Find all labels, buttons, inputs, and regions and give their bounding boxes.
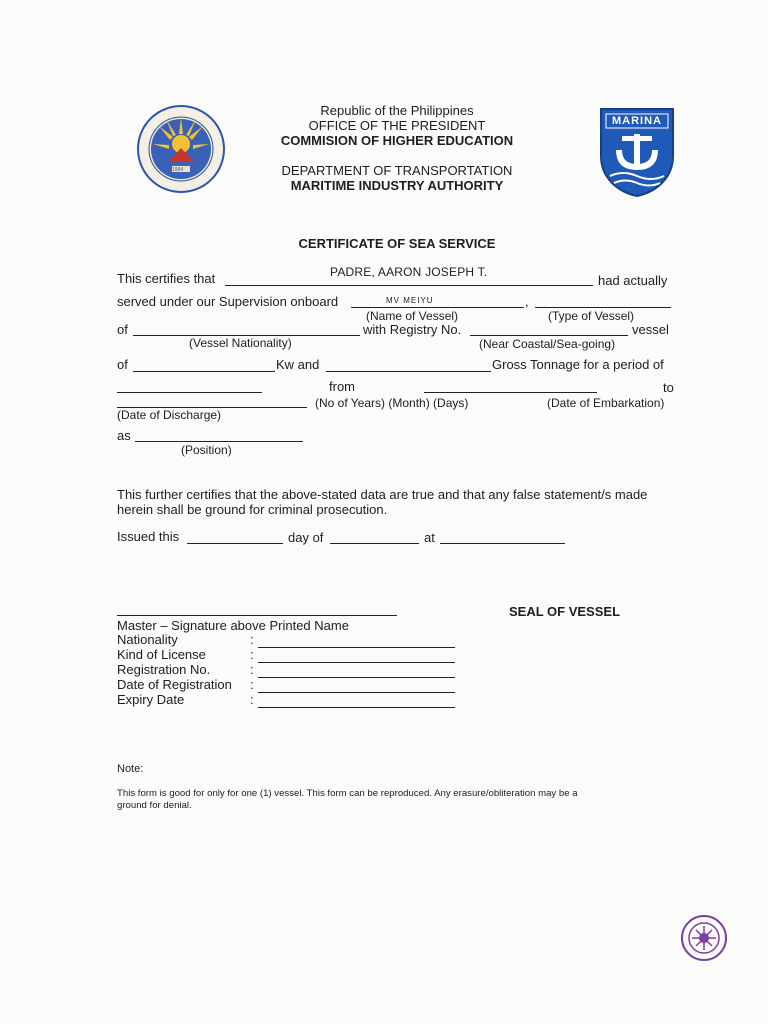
field-expiry-colon: : [250, 692, 254, 707]
field-nationality-line[interactable] [258, 647, 455, 648]
header-department: DEPARTMENT OF TRANSPORTATION [281, 163, 513, 178]
marina-logo-text: MARINA [612, 115, 662, 127]
issued-place-line[interactable] [440, 543, 565, 544]
field-nationality-colon: : [250, 632, 254, 647]
master-signature-label: Master – Signature above Printed Name [117, 618, 349, 633]
field-license-colon: : [250, 647, 254, 662]
name-line[interactable] [225, 285, 593, 286]
position-line[interactable] [135, 441, 303, 442]
vessel-name-value: MV MEIYU [386, 296, 434, 305]
note-label: Note: [117, 763, 144, 775]
field-expiry-line[interactable] [258, 707, 455, 708]
header-office: OFFICE OF THE PRESIDENT [308, 118, 486, 133]
gross-tonnage-line[interactable] [326, 371, 491, 372]
field-registration-label: Registration No. [117, 662, 211, 677]
to-label: to [663, 380, 674, 395]
caption-embark: (Date of Embarkation) [547, 396, 665, 410]
caption-position: (Position) [181, 443, 232, 457]
further-certifies-line1: This further certifies that the above-stated data are true and that any false statement/s made [117, 487, 648, 502]
embarkation-line[interactable] [424, 392, 597, 393]
caption-vessel-name: (Name of Vessel) [366, 309, 459, 323]
kw-line[interactable] [133, 371, 275, 372]
further-certifies-line2: herein shall be ground for criminal prosecution. [117, 502, 388, 517]
vessel-type-line[interactable] [535, 307, 671, 308]
kw-label: Kw and [276, 357, 320, 372]
seal-of-vessel-label: SEAL OF VESSEL [509, 604, 621, 619]
from-label: from [329, 379, 355, 394]
caption-nationality: (Vessel Nationality) [189, 336, 292, 350]
ched-seal-icon [136, 104, 226, 194]
vessel-label: vessel [632, 322, 669, 337]
purple-stamp [680, 914, 728, 962]
field-date-registration-label: Date of Registration [117, 677, 232, 692]
stamp-seal-icon [680, 914, 728, 962]
field-date-registration-line[interactable] [258, 692, 455, 693]
certificate-title: CERTIFICATE OF SEA SERVICE [298, 236, 496, 251]
note-text-line1: This form is good for only for one (1) vessel. This form can be reproduced. Any erasure/obliteration may be a [117, 788, 578, 799]
of-label: of [117, 322, 128, 337]
issued-day-line[interactable] [187, 543, 283, 544]
caption-coastal: (Near Coastal/Sea-going) [479, 337, 616, 351]
field-expiry-label: Expiry Date [117, 692, 185, 707]
coastal-line[interactable] [470, 335, 628, 336]
field-license-label: Kind of License [117, 647, 206, 662]
of-label-2: of [117, 357, 128, 372]
period-line[interactable] [117, 392, 262, 393]
field-date-registration-colon: : [250, 677, 254, 692]
header-commission: COMMISION OF HIGHER EDUCATION [280, 133, 514, 148]
certifies-prefix: This certifies that [117, 271, 216, 286]
name-value: PADRE, AARON JOSEPH T. [330, 265, 488, 279]
marina-logo [598, 106, 676, 198]
field-registration-line[interactable] [258, 677, 455, 678]
ched-seal-logo [136, 104, 226, 194]
vessel-comma: , [525, 294, 529, 309]
caption-discharge: (Date of Discharge) [117, 408, 222, 422]
field-nationality-label: Nationality [117, 632, 178, 647]
issued-month-line[interactable] [330, 543, 419, 544]
at-label: at [424, 530, 435, 545]
day-of-label: day of [288, 530, 324, 545]
vessel-name-line[interactable] [351, 307, 524, 308]
issued-label: Issued this [117, 529, 180, 544]
caption-vessel-type: (Type of Vessel) [548, 309, 635, 323]
caption-years: (No of Years) (Month) (Days) [315, 396, 469, 410]
served-label: served under our Supervision onboard [117, 294, 339, 309]
note-text-line2: ground for denial. [117, 800, 192, 811]
ched-seal-year: 1994 [172, 167, 184, 173]
certifies-suffix: had actually [598, 273, 668, 288]
gross-label: Gross Tonnage for a period of [492, 357, 664, 372]
header-republic: Republic of the Philippines [320, 103, 474, 118]
field-license-line[interactable] [258, 662, 455, 663]
as-label: as [117, 428, 131, 443]
header-marina: MARITIME INDUSTRY AUTHORITY [290, 178, 504, 193]
with-registry-label: with Registry No. [363, 322, 462, 337]
field-registration-colon: : [250, 662, 254, 677]
master-signature-line[interactable] [117, 615, 397, 616]
